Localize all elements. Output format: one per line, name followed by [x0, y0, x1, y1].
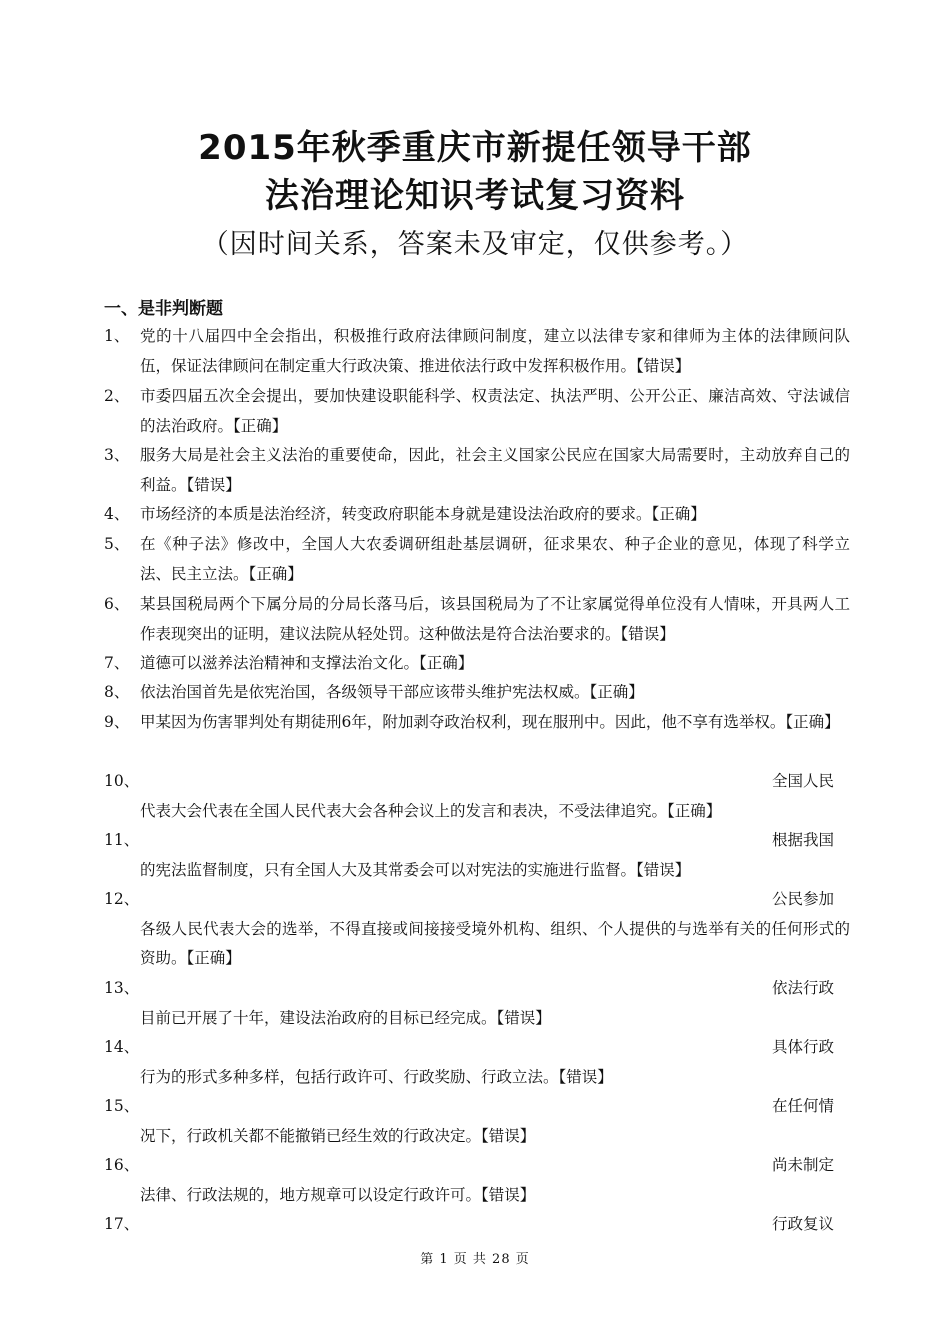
- question-text: 市委四届五次全会提出，要加快建设职能科学、权责法定、执法严明、公开公正、廉洁高效、守法诚信的法治政府。【正确】: [140, 387, 850, 435]
- question-item: [104, 767, 850, 826]
- question-text: 道德可以滋养法治精神和支撑法治文化。【正确】: [140, 654, 474, 672]
- question-number: 8、: [104, 683, 130, 701]
- question-number: 10、: [104, 772, 140, 790]
- question-number: 11、: [104, 831, 140, 849]
- question-number: 13、: [104, 979, 140, 997]
- question-lead-text: 依法行政: [771, 979, 834, 997]
- question-number: 7、: [104, 654, 130, 672]
- question-item: [104, 678, 850, 708]
- section-heading: 一、是非判断题: [104, 299, 223, 319]
- question-item: [104, 1151, 850, 1210]
- question-number: 16、: [104, 1156, 140, 1174]
- question-number: 2、: [104, 387, 130, 405]
- question-text: 某县国税局两个下属分局的分局长落马后，该县国税局为了不让家属觉得单位没有人情味，开具两人工作表现突出的证明，建议法院从轻处罚。这种做法是符合法治要求的。【错误】: [140, 595, 850, 643]
- question-text: 行为的形式多种多样，包括行政许可、行政奖励、行政立法。【错误】: [140, 1067, 613, 1086]
- question-text: 党的十八届四中全会指出，积极推行政府法律顾问制度，建立以法律专家和律师为主体的法律顾问队伍，保证法律顾问在制定重大行政决策、推进依法行政中发挥积极作用。【错误】: [140, 327, 850, 375]
- question-number: 4、: [104, 505, 130, 523]
- question-number: 12、: [104, 890, 140, 908]
- question-number: 1、: [104, 327, 130, 345]
- question-text: 代表大会代表在全国人民代表大会各种会议上的发言和表决，不受法律追究。【正确】: [140, 801, 722, 820]
- question-item: [104, 382, 850, 441]
- question-lead-text: 公民参加: [771, 890, 834, 908]
- question-number: 5、: [104, 535, 130, 553]
- question-number: 15、: [104, 1097, 140, 1115]
- document-subtitle: （因时间关系，答案未及审定，仅供参考。）: [201, 229, 749, 260]
- question-item: [104, 1033, 850, 1092]
- page-footer: 第 1 页 共 28 页: [420, 1252, 530, 1267]
- question-text: 服务大局是社会主义法治的重要使命，因此，社会主义国家公民应在国家大局需要时，主动放弃自己的利益。【错误】: [140, 446, 850, 494]
- question-item: [104, 649, 850, 679]
- question-lead-text: 具体行政: [771, 1038, 834, 1056]
- question-item: [104, 500, 850, 530]
- question-number: 14、: [104, 1038, 140, 1056]
- question-item: [104, 590, 850, 649]
- question-number: 17、: [104, 1215, 140, 1233]
- question-lead-text: 全国人民: [771, 772, 834, 790]
- question-text: 法律、行政法规的，地方规章可以设定行政许可。【错误】: [140, 1185, 536, 1204]
- question-number: 3、: [104, 446, 130, 464]
- question-item: [104, 885, 850, 974]
- question-text: 况下，行政机关都不能撤销已经生效的行政决定。【错误】: [140, 1126, 536, 1145]
- document-title-line1: 2015年秋季重庆市新提任领导干部: [198, 128, 752, 168]
- question-number: 9、: [104, 713, 130, 731]
- question-item: [104, 530, 850, 589]
- question-lead-text: 行政复议: [771, 1215, 834, 1233]
- question-text: 各级人民代表大会的选举，不得直接或间接接受境外机构、组织、个人提供的与选举有关的任何形式的资助。【正确】: [140, 919, 850, 967]
- question-lead-text: 在任何情: [771, 1097, 834, 1115]
- question-number: 6、: [104, 595, 130, 613]
- question-item: [104, 708, 850, 738]
- document-title-line2: 法治理论知识考试复习资料: [265, 176, 685, 216]
- question-text: 市场经济的本质是法治经济，转变政府职能本身就是建设法治政府的要求。【正确】: [140, 505, 706, 523]
- question-item: [104, 1092, 850, 1151]
- question-text: 目前已开展了十年，建设法治政府的目标已经完成。【错误】: [140, 1008, 551, 1027]
- question-item: [104, 441, 850, 500]
- question-text: 在《种子法》修改中，全国人大农委调研组赴基层调研，征求果农、种子企业的意见，体现了科学立法、民主立法。【正确】: [140, 535, 850, 583]
- question-item: [104, 974, 850, 1033]
- question-text: 的宪法监督制度，只有全国人大及其常委会可以对宪法的实施进行监督。【错误】: [140, 860, 691, 879]
- question-text: 依法治国首先是依宪治国，各级领导干部应该带头维护宪法权威。【正确】: [140, 683, 644, 701]
- question-text: 甲某因为伤害罪判处有期徒刑6年，附加剥夺政治权利，现在服刑中。因此，他不享有选举权。【正确】: [140, 713, 840, 731]
- question-item: [104, 826, 850, 885]
- question-item: [104, 322, 850, 381]
- question-lead-text: 尚未制定: [771, 1156, 834, 1174]
- question-lead-text: 根据我国: [771, 831, 834, 849]
